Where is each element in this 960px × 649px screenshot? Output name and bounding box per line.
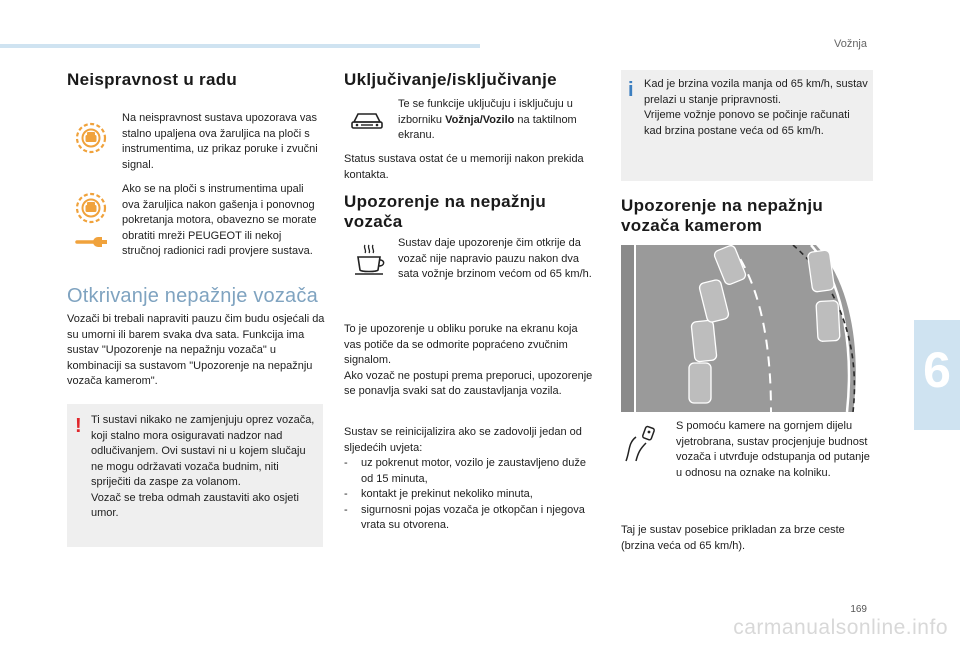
info-text: Kad je brzina vozila manja od 65 km/h, sustav prelazi u stanje pripravnosti. Vrijeme vožnje ponovo se počinje računati kad brzina postane veća od 65 km/h. [644,78,868,137]
memory-text: Status sustava ostat će u memoriji nakon prekida kontakta. [344,153,584,181]
driver-attention-lamp-icon [74,121,108,155]
condition-item: - uz pokrenut motor, vozilo je zaustavljeno duže od 15 minuta, [344,456,594,487]
camera-steering-icon [622,423,658,463]
reset-intro: Sustav se reinicijalizira ako se zadovolji jedan od sljedećih uvjeta: [344,426,582,454]
attention-intro: Vozači bi trebali napraviti pauzu čim budu osjećali da su umorni ili barem svaka dva sata. Funkcija ima sustav "Upozorenje na nepažnju vozača" u kombinaciji sa sustavom "Upozorenje na nepažnju vozača kamerom". [67,313,325,387]
toggle-text-post: na taktilnom ekranu. [398,113,577,141]
condition-item: - sigurnosni pojas vozača je otkopčan i njegova vrata su otvorena. [344,503,594,534]
warning-exclamation-icon: ! [75,415,82,437]
header-bar [0,44,480,48]
fault-heading: Neispravnost u radu [67,70,238,89]
camera-text: S pomoću kamere na gornjem dijelu vjetrobrana, sustav procjenjuje budnost vozača i utvrđuje odstupanja od putanje u odnosu na oznake na kolniku. [676,420,870,479]
watermark: carmanualsonline.info [733,616,948,639]
coffee-cup-icon [351,242,387,278]
camera-suited-text: Taj je sustav posebice prikladan za brze ceste (brzina veća od 65 km/h). [621,524,845,552]
service-wrench-icon [74,234,110,250]
section-title: Vožnja [833,38,867,50]
driver-alert-heading: Upozorenje na nepažnju vozača [344,192,547,232]
road-illustration [621,245,873,412]
coffee-text: Sustav daje upozorenje čim otkrije da vozač nije napravio pauzu nakon dva sata vožnje brzinom većom od 65 km/h. [398,237,592,280]
warning-text: Ti sustavi nikako ne zamjenjuju oprez vozača, koji stalno mora osiguravati nadzor nad odlučivanjem. Ovi sustavi ni u kojem slučaju ne mogu održavati vozača budnim, niti spriječiti da zaspe za volanom. Vozač se treba odmah zaustaviti ako osjeti umor. [91,414,315,519]
toggle-heading: Uključivanje/isključivanje [344,70,557,89]
info-box [621,70,873,181]
car-settings-icon [349,108,385,132]
page-number: 169 [850,604,867,615]
menu-voznja: Vožnja [445,113,480,126]
reset-conditions [344,456,594,534]
info-icon: i [628,79,634,101]
warning-box [67,404,323,547]
fault-text-2: Ako se na ploči s instrumentima upali ova žaruljica nakon gašenja i ponovnog pokretanja motora, obavezno se morate obratiti mreži PEUGEOT ili nekoj stručnoj radionici radi provjere sustava. [122,183,317,257]
condition-item: - kontakt je prekinut nekoliko minuta, [344,487,594,503]
toggle-text [398,97,593,144]
menu-vozilo: Vozilo [482,113,515,126]
alert-form-text: To je upozorenje u obliku poruke na ekranu koja vas potiče da se odmorite popraćeno zvučnim signalom. Ako vozač ne postupi prema preporuci, upozorenje se ponavlja svaki sat do zaustavljanja vozila. [344,323,593,397]
menu-separator: / [479,113,483,126]
attention-heading: Otkrivanje nepažnje vozača [67,285,318,307]
driver-attention-lamp-icon-2 [74,191,108,225]
toggle-text-pre: Te se funkcije uključuju i isključuju u izborniku [398,98,573,126]
camera-heading: Upozorenje na nepažnju vozača kamerom [621,196,824,236]
chapter-number: 6 [923,342,951,398]
fault-text-1: Na neispravnost sustava upozorava vas stalno upaljena ova žaruljica na ploči s instrumentima, uz prikaz poruke i zvučni signal. [122,112,318,171]
